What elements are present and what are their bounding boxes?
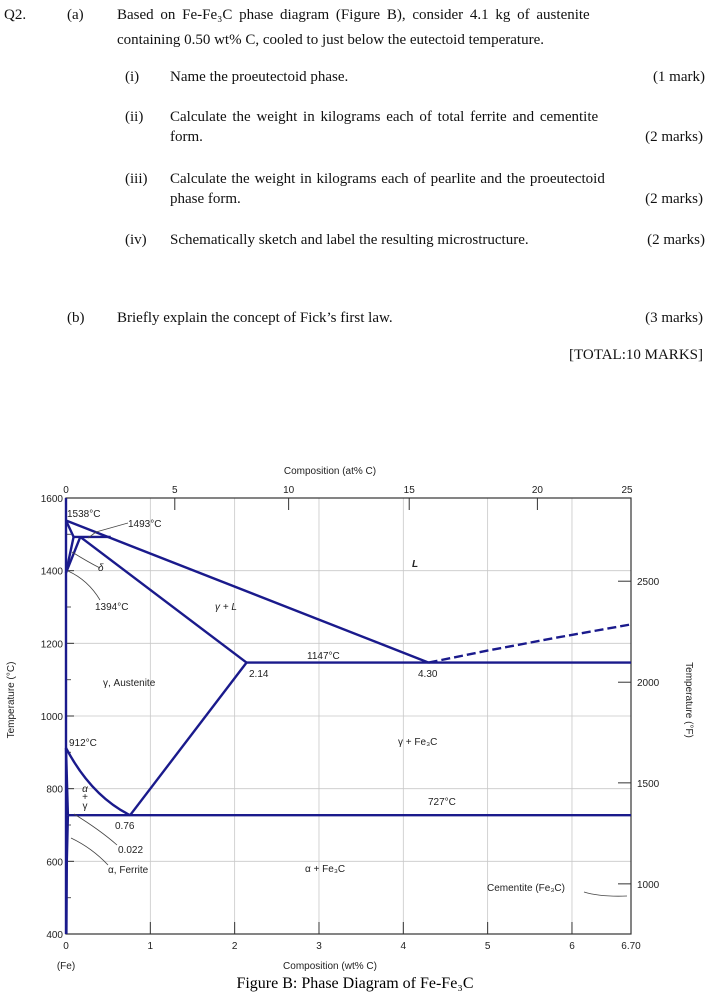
x2-tick-label: 15: [403, 485, 415, 496]
annotation-ferrite: α, Ferrite: [108, 865, 149, 876]
item-iii-label: (iii): [125, 171, 148, 187]
x-tick-label: 3: [316, 941, 322, 952]
item-ii-text: Calculate the weight in kilograms each of total ferrite and cementite: [170, 109, 599, 125]
leader-cementite: [584, 892, 627, 896]
y-tick-label: 1400: [40, 566, 63, 578]
annotation-delta: δ: [98, 563, 104, 574]
y2-axis-title: Temperature (°F): [683, 662, 694, 738]
y2-tick-label: 1000: [637, 879, 660, 891]
item-i-label: (i): [125, 69, 140, 85]
annotation-cementite: Cementite (Fe₃C): [487, 883, 565, 894]
item-ii-marks: (2 marks): [645, 129, 703, 145]
item-iv-text: Schematically sketch and label the resulting microstructure.: [170, 232, 529, 248]
annotation-727: 727°C: [428, 797, 456, 808]
item-i-marks: (1 mark): [652, 69, 705, 85]
item-iii-marks: (2 marks): [645, 191, 703, 207]
annotation-1538: 1538°C: [67, 509, 101, 520]
question-number: Q2.: [4, 7, 27, 23]
x2-tick-label: 25: [621, 485, 633, 496]
x-axis-title: Composition (wt% C): [283, 961, 377, 972]
annotation-gamma: γ: [82, 801, 88, 812]
x-tick-label: 6: [569, 941, 575, 952]
leader-1394: [68, 571, 100, 600]
part-b-text: Briefly explain the concept of Fick’s first law.: [117, 310, 393, 326]
annotation-2-14: 2.14: [249, 669, 269, 680]
item-ii-text2: form.: [170, 129, 203, 145]
annotation-4-30: 4.30: [418, 669, 438, 680]
annotation-liquid: L: [412, 559, 419, 570]
x-tick-label: 2: [231, 941, 238, 952]
leader-lines: [68, 523, 627, 896]
leader-0-022: [74, 814, 117, 845]
annotation-plus: +: [82, 792, 88, 803]
y-tick-label: 1600: [40, 494, 63, 505]
figure-caption: Figure B: Phase Diagram of Fe-Fe₃C: [236, 975, 474, 992]
y-axis-title: Temperature (°C): [6, 661, 17, 739]
x-tick-label: 1: [147, 941, 154, 952]
y-tick-label: 1000: [40, 712, 63, 723]
annotation-912: 912°C: [69, 738, 97, 749]
annotation-0-022: 0.022: [118, 845, 144, 856]
x-tick-label: 6.70: [621, 941, 641, 952]
annotation-austenite: γ, Austenite: [103, 678, 156, 689]
fe-origin-label: (Fe): [56, 961, 76, 972]
annotation-gamma-fe3c: γ + Fe₃C: [398, 737, 438, 748]
x2-tick-label: 0: [63, 485, 69, 496]
phase-line-liquidus: [66, 521, 429, 663]
item-ii-label: (ii): [125, 109, 144, 125]
annotation-0-76: 0.76: [115, 821, 135, 832]
item-iii-text2: phase form.: [170, 191, 241, 207]
leader-delta: [72, 552, 100, 568]
y2-tick-label: 2000: [637, 678, 660, 690]
y2-tick-label: 1500: [637, 778, 660, 790]
phase-line-a3: [66, 748, 130, 815]
y-tick-label: 600: [46, 857, 63, 869]
part-b-marks: (3 marks): [645, 310, 703, 326]
phase-line-austenite-solidus: [80, 537, 246, 663]
y-tick-label: 1200: [40, 639, 63, 651]
item-i-text: Name the proeutectoid phase.: [170, 69, 349, 85]
annotation-alpha-fe3c: α + Fe₃C: [305, 864, 346, 875]
x-tick-label: 5: [484, 941, 491, 952]
annotation-1394: 1394°C: [95, 602, 129, 613]
x2-axis-title: Composition (at% C): [283, 466, 377, 477]
total-marks: [TOTAL:10 MARKS]: [569, 347, 703, 363]
x2-tick-label: 10: [283, 485, 295, 496]
y-tick-label: 400: [46, 930, 63, 941]
y-tick-label: 800: [46, 784, 63, 796]
part-a-line1: Based on Fe-Fe₃C phase diagram (Figure B), consider 4.1 kg of austenite: [117, 7, 590, 23]
x2-tick-label: 5: [172, 485, 178, 496]
annotation-1147: 1147°C: [307, 651, 340, 662]
part-a-label: (a): [67, 7, 84, 23]
item-iv-label: (iv): [125, 232, 147, 248]
part-b-label: (b): [67, 310, 85, 326]
item-iv-marks: (2 marks): [647, 232, 705, 248]
x-tick-label: 0: [63, 941, 69, 952]
annotation-alpha: α: [82, 784, 88, 795]
annotation-gamma-l: γ + L: [215, 602, 237, 613]
x-tick-label: 4: [400, 941, 407, 952]
part-a-line2: containing 0.50 wt% C, cooled to just below the eutectoid temperature.: [117, 32, 544, 48]
annotation-1493: 1493°C: [128, 519, 162, 530]
x2-tick-label: 20: [531, 485, 543, 496]
y2-tick-label: 2500: [637, 577, 660, 589]
item-iii-text: Calculate the weight in kilograms each of pearlite and the proeutectoid: [170, 171, 605, 187]
